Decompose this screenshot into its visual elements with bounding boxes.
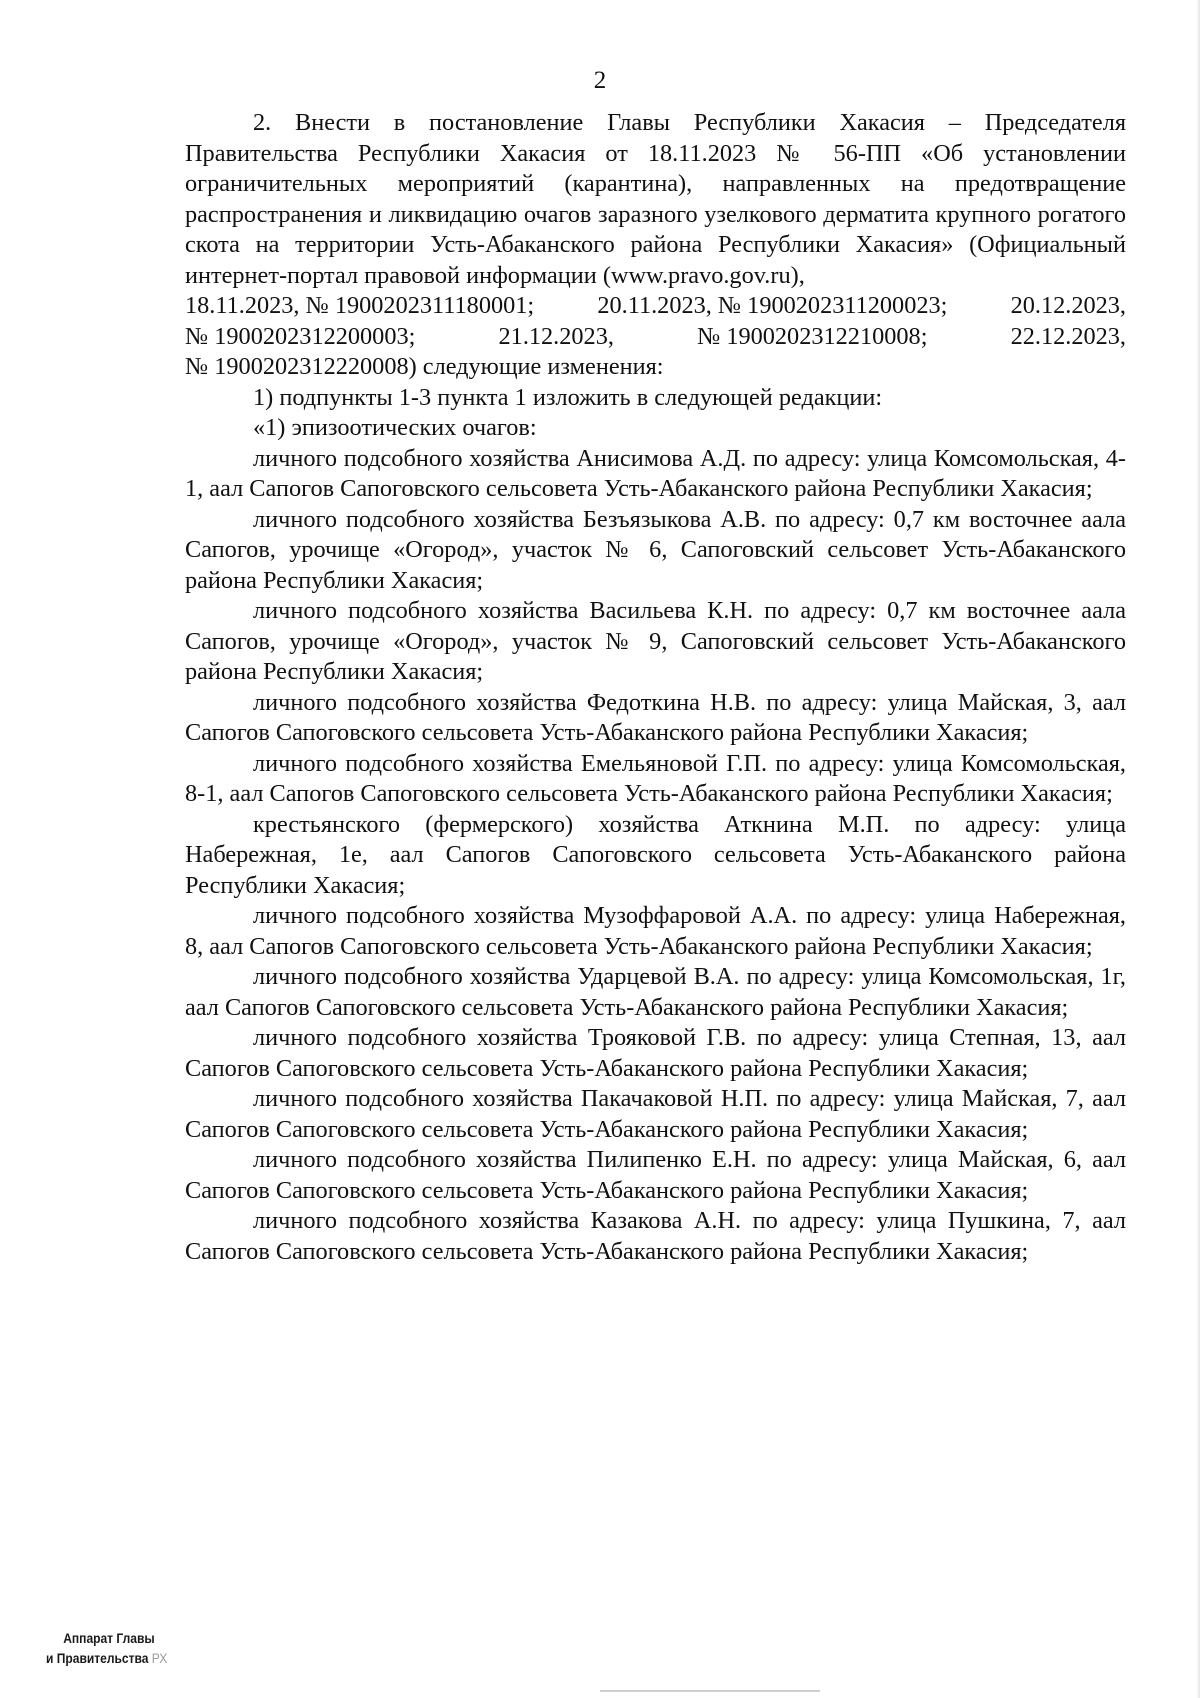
amendment-intro: 2. Внести в постановление Главы Республики Хакасия – Председателя Правительства Республики Хакасия от 18.11.2023 № 56-ПП «Об установлении ограничительных мероприятий (карантина), направленных на предотвращение распространения и ликвидацию очагов заразного узелкового дерматита крупного рогатого скота на территории Усть-Абаканского района Республики Хакасия» (Официальный интернет-портал правовой информации (www.pravo.gov.ru), xyxy=(185,109,1126,289)
page-number: 2 xyxy=(593,67,607,94)
farm-entry: личного подсобного хозяйства Музоффаровой А.А. по адресу: улица Набережная, 8, аал Сапогов Сапоговского сельсовета Усть-Абаканского района Республики Хакасия; xyxy=(185,902,1126,960)
farm-entry: личного подсобного хозяйства Ударцевой В.А. по адресу: улица Комсомольская, 1г, аал Сапогов Сапоговского сельсовета Усть-Абаканского района Республики Хакасия; xyxy=(185,963,1126,1021)
publication-closing-line: № 1900202312220008) следующие изменения: xyxy=(185,353,664,380)
publication-ref: 22.12.2023, xyxy=(1010,322,1126,350)
stamp-line: Аппарат Главы xyxy=(63,1630,155,1646)
farm-entry: личного подсобного хозяйства Безъязыкова А.В. по адресу: 0,7 км восточнее аала Сапогов, урочище «Огород», участок № 6, Сапоговский сельсовет Усть-Абаканского района Республики Хакасия; xyxy=(185,505,1126,594)
office-stamp xyxy=(46,1628,167,1668)
publication-ref: 21.12.2023, xyxy=(498,322,614,350)
publication-ref: 20.12.2023, xyxy=(1010,292,1126,319)
farm-entry: личного подсобного хозяйства Анисимова А.Д. по адресу: улица Комсомольская, 4-1, аал Сапогов Сапоговского сельсовета Усть-Абаканского района Республики Хакасия; xyxy=(185,444,1126,502)
farm-entry: крестьянского (фермерского) хозяйства Аткнина М.П. по адресу: улица Набережная, 1е, аал Сапогов Сапоговского сельсовета Усть-Абаканского района Республики Хакасия; xyxy=(185,810,1126,899)
scan-artifact xyxy=(600,1690,820,1692)
document-body xyxy=(185,108,1126,1267)
scan-edge-shadow xyxy=(1196,0,1200,1698)
stamp-text: и Правительства xyxy=(46,1650,149,1666)
farm-entry: личного подсобного хозяйства Трояковой Г.В. по адресу: улица Степная, 13, аал Сапогов Сапоговского сельсовета Усть-Абаканского района Республики Хакасия; xyxy=(185,1024,1126,1082)
subparagraph-item: «1) эпизоотических очагов: xyxy=(253,414,537,441)
farm-entry: личного подсобного хозяйства Емельяновой Г.П. по адресу: улица Комсомольская, 8-1, аал Сапогов Сапоговского сельсовета Усть-Абаканского района Республики Хакасия; xyxy=(185,749,1126,807)
publication-ref: № 1900202312200003; xyxy=(185,322,416,350)
subparagraph-heading: 1) подпункты 1-3 пункта 1 изложить в следующей редакции: xyxy=(253,383,883,411)
publication-ref: 20.11.2023, № 1900202311200023; xyxy=(597,292,948,319)
publication-ref: № 1900202312210008; xyxy=(697,322,928,350)
publication-numbers-line xyxy=(185,291,1126,322)
stamp-line xyxy=(46,1648,167,1668)
farm-entry: личного подсобного хозяйства Пакачаковой Н.П. по адресу: улица Майская, 7, аал Сапогов Сапоговского сельсовета Усть-Абаканского района Республики Хакасия; xyxy=(185,1085,1126,1143)
farm-entry: личного подсобного хозяйства Пилипенко Е.Н. по адресу: улица Майская, 6, аал Сапогов Сапоговского сельсовета Усть-Абаканского района Республики Хакасия; xyxy=(185,1146,1126,1204)
farm-entry: личного подсобного хозяйства Федоткина Н.В. по адресу: улица Майская, 3, аал Сапогов Сапоговского сельсовета Усть-Абаканского района Республики Хакасия; xyxy=(185,688,1126,746)
publication-numbers-line xyxy=(185,322,1126,353)
farm-entry: личного подсобного хозяйства Васильева К.Н. по адресу: 0,7 км восточнее аала Сапогов, урочище «Огород», участок № 9, Сапоговский сельсовет Усть-Абаканского района Республики Хакасия; xyxy=(185,597,1126,685)
farm-entry: личного подсобного хозяйства Казакова А.Н. по адресу: улица Пушкина, 7, аал Сапогов Сапоговского сельсовета Усть-Абаканского района Республики Хакасия; xyxy=(185,1207,1126,1265)
publication-ref: 18.11.2023, № 1900202311180001; xyxy=(185,292,535,319)
stamp-text-faded: РХ xyxy=(148,1650,168,1666)
